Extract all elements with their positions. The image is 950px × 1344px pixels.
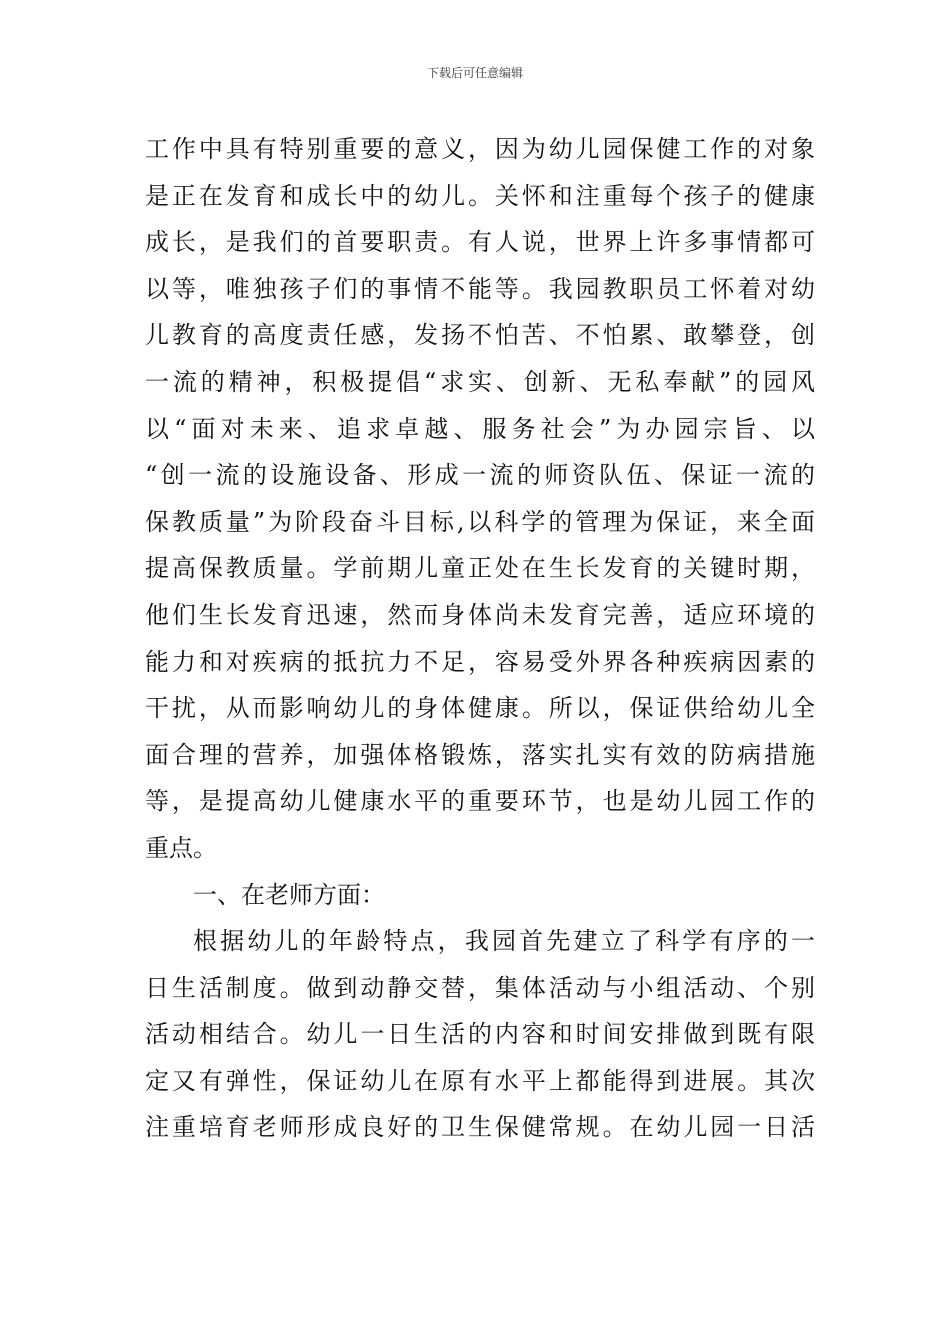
text-line: 日生活制度。做到动静交替，集体活动与小组活动、个别 [145, 973, 815, 1002]
text-line: 活动相结合。幼儿一日生活的内容和时间安排做到既有限 [145, 1020, 815, 1049]
text-line: 以“面对未来、追求卓越、服务社会”为办园宗旨、以 [145, 414, 815, 443]
text-line: 保教质量”为阶段奋斗目标,以科学的管理为保证，来全面 [145, 507, 815, 536]
text-line: 根据幼儿的年龄特点，我园首先建立了科学有序的一 [193, 927, 815, 956]
text-line: 面合理的营养，加强体格锻炼，落实扎实有效的防病措施 [145, 740, 815, 769]
text-line: 以等，唯独孩子们的事情不能等。我园教职员工怀着对幼 [145, 274, 815, 303]
text-line: 儿教育的高度责任感，发扬不怕苦、不怕累、敢攀登，创 [145, 321, 815, 350]
text-line: 他们生长发育迅速，然而身体尚未发育完善，适应环境的 [145, 600, 815, 629]
text-line: 注重培育老师形成良好的卫生保健常规。在幼儿园一日活 [145, 1113, 815, 1142]
section-heading: 一、在老师方面： [193, 880, 385, 909]
page-header: 下载后可任意编辑 [426, 66, 523, 80]
text-line: 重点。 [145, 833, 217, 862]
text-line: 是正在发育和成长中的幼儿。关怀和注重每个孩子的健康 [145, 181, 815, 210]
text-line: 一流的精神，积极提倡“求实、创新、无私奉献”的园风 [145, 367, 815, 396]
document-body [145, 126, 815, 1151]
text-line: 定又有弹性，保证幼儿在原有水平上都能得到进展。其次 [145, 1066, 815, 1095]
text-line: 提高保教质量。学前期儿童正处在生长发育的关键时期， [145, 554, 815, 583]
text-line: 工作中具有特别重要的意义，因为幼儿园保健工作的对象 [145, 135, 815, 163]
text-line: 能力和对疾病的抵抗力不足，容易受外界各种疾病因素的 [145, 647, 815, 676]
text-line: 干扰，从而影响幼儿的身体健康。所以，保证供给幼儿全 [145, 694, 815, 723]
text-line: “创一流的设施设备、形成一流的师资队伍、保证一流的 [145, 461, 815, 490]
text-line: 成长，是我们的首要职责。有人说，世界上许多事情都可 [145, 228, 815, 257]
text-line: 等，是提高幼儿健康水平的重要环节，也是幼儿园工作的 [145, 787, 815, 816]
